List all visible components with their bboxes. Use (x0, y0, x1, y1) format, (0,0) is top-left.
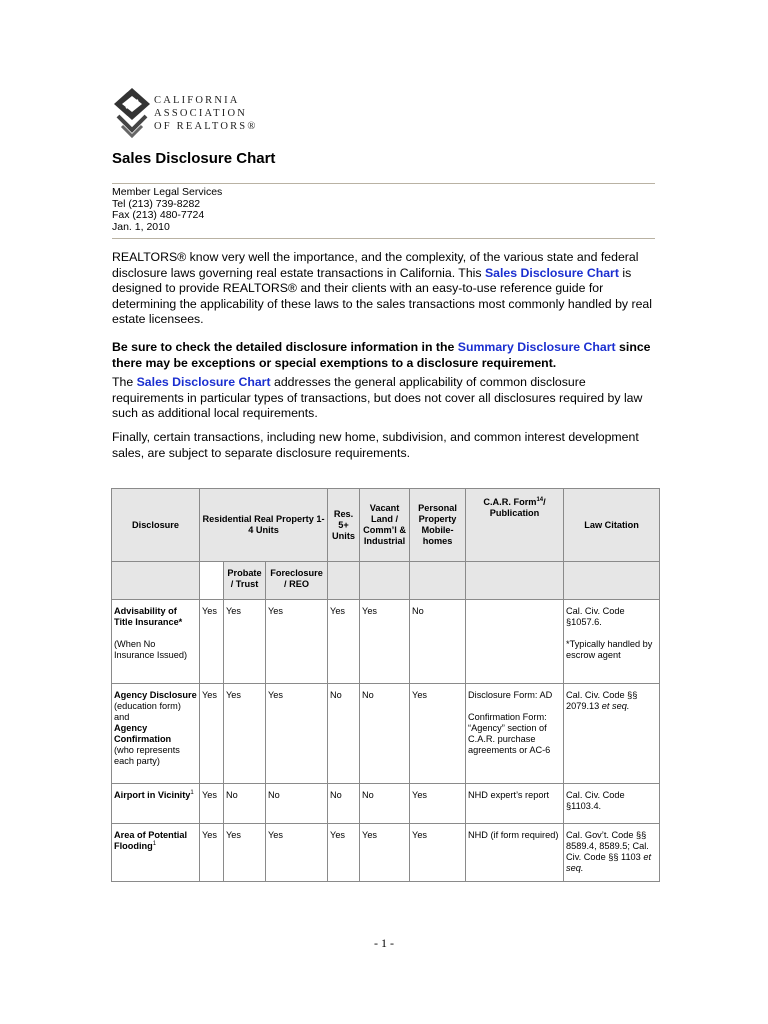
disclosure-cell (112, 684, 200, 784)
law-citation: Cal. Civ. Code §1057.6. (566, 606, 625, 627)
law-citation-italic: et seq. (601, 701, 630, 711)
sales-disclosure-chart-link[interactable]: Sales Disclosure Chart (136, 375, 271, 389)
col-header-res5: Res. 5+ Units (328, 489, 360, 562)
law-citation: Cal. Gov’t. Code §§ 8589.4, 8589.5; Cal. Civ. Code §§ 1103 (566, 830, 649, 862)
contact-divider (112, 238, 655, 239)
cell-car-form: NHD (if form required) (466, 824, 564, 882)
page-title: Sales Disclosure Chart (112, 150, 276, 167)
disclosure-table (111, 488, 660, 882)
disclosure-cell (112, 600, 200, 684)
footnote-ref: 1 (152, 840, 157, 847)
table-subheader-row (112, 562, 660, 600)
car-logo-icon (112, 86, 152, 140)
intro-text: Be sure to check the detailed disclosure information in the (112, 340, 458, 354)
cell-probate: Yes (224, 600, 266, 684)
disclosure-name: Advisability of Title Insurance* (114, 606, 183, 627)
sales-disclosure-chart-link[interactable]: Sales Disclosure Chart (484, 265, 619, 280)
subheader-empty (328, 562, 360, 600)
cell-foreclosure: Yes (266, 600, 328, 684)
contact-line: Fax (213) 480-7724 (112, 209, 205, 222)
cell-foreclosure: Yes (266, 824, 328, 882)
disclosure-name: Airport in Vicinity (114, 790, 191, 800)
disclosure-cell (112, 824, 200, 882)
car-form-ref: Disclosure Form: AD (468, 690, 553, 700)
cell-residential: Yes (200, 684, 224, 784)
cell-vacant: No (360, 684, 410, 784)
cell-law: Cal. Civ. Code §1103.4. (564, 784, 660, 824)
contact-line: Jan. 1, 2010 (112, 220, 170, 233)
law-note: *Typically handled by escrow agent (566, 639, 653, 660)
table-row (112, 784, 660, 824)
disclosure-name: Agency Disclosure (114, 690, 197, 700)
logo-line: CALIFORNIA (154, 95, 240, 106)
logo-line: OF REALTORS® (154, 121, 258, 132)
contact-block (112, 187, 222, 233)
cell-probate: No (224, 784, 266, 824)
col-header-probate: Probate / Trust (224, 562, 266, 600)
footnote-ref: 14 (536, 496, 544, 503)
contact-line: Tel (213) 739-8282 (112, 197, 201, 210)
cell-law (564, 824, 660, 882)
cell-vacant: Yes (360, 824, 410, 882)
intro-paragraph-3 (112, 375, 660, 422)
cell-personal: Yes (410, 684, 466, 784)
law-citation-italic: et seq. (566, 852, 651, 873)
car-logo (112, 86, 272, 142)
table-header-row (112, 489, 660, 562)
cell-personal: Yes (410, 784, 466, 824)
subheader-empty (200, 562, 224, 600)
intro-text: is designed to provide REALTORS® and their clients with an easy-to-use reference guide for determining the applicability of these laws to the sales transactions most commonly handled by real estate licensees. (112, 265, 652, 327)
subheader-empty (410, 562, 466, 600)
contact-line: Member Legal Services (112, 186, 223, 198)
page-number: - 1 - (374, 936, 394, 950)
disclosure-note: (When No Insurance Issued) (114, 639, 188, 660)
header-divider (112, 183, 655, 184)
table-row (112, 684, 660, 784)
logo-line: ASSOCIATION (154, 108, 248, 119)
cell-res5: Yes (328, 824, 360, 882)
logo-wordmark (154, 94, 258, 133)
subheader-empty (360, 562, 410, 600)
car-form-label: C.A.R. Form (483, 497, 537, 507)
cell-residential: Yes (200, 824, 224, 882)
cell-vacant: Yes (360, 600, 410, 684)
subheader-empty (564, 562, 660, 600)
col-header-foreclosure: Foreclosure / REO (266, 562, 328, 600)
intro-text: REALTORS® know very well the importance, and the complexity, of the various state and federal disclosure laws governing real estate transactions in California. This (112, 250, 639, 280)
cell-res5: Yes (328, 600, 360, 684)
cell-probate: Yes (224, 824, 266, 882)
cell-residential: Yes (200, 600, 224, 684)
col-header-personal: Personal Property Mobile-homes (410, 489, 466, 562)
cell-vacant: No (360, 784, 410, 824)
subheader-empty (466, 562, 564, 600)
intro-text: The (112, 375, 137, 389)
cell-car-form: NHD expert’s report (466, 784, 564, 824)
disclosure-cell (112, 784, 200, 824)
cell-probate: Yes (224, 684, 266, 784)
intro-paragraph-1 (112, 250, 660, 328)
car-form-ref: Confirmation Form: “Agency” section of C.A.R. purchase agreements or AC-6 (468, 712, 551, 755)
col-header-disclosure: Disclosure (112, 489, 200, 562)
intro-paragraph-2 (112, 340, 660, 371)
table-row (112, 824, 660, 882)
disclosure-name: Area of Potential Flooding (114, 830, 188, 851)
law-citation: Cal. Civ. Code §§ 2079.13 (566, 690, 638, 711)
cell-foreclosure: Yes (266, 684, 328, 784)
intro-text: since there may be exceptions or special exemptions to a disclosure requirement. (112, 340, 651, 370)
disclosure-name: Agency Confirmation (114, 723, 172, 744)
cell-residential: Yes (200, 784, 224, 824)
cell-car-form (466, 600, 564, 684)
subheader-empty (112, 562, 200, 600)
cell-foreclosure: No (266, 784, 328, 824)
cell-car-form (466, 684, 564, 784)
col-header-residential: Residential Real Property 1-4 Units (200, 489, 328, 562)
intro-paragraph-4: Finally, certain transactions, including new home, subdivision, and common interest development sales, are subject to separate disclosure requirements. (112, 430, 639, 460)
table-row (112, 600, 660, 684)
footnote-ref: 1 (190, 789, 194, 796)
summary-disclosure-chart-link[interactable]: Summary Disclosure Chart (457, 340, 616, 354)
disclosure-note: (education form) and (114, 701, 181, 722)
cell-res5: No (328, 784, 360, 824)
cell-law (564, 600, 660, 684)
cell-law (564, 684, 660, 784)
intro-text: addresses the general applicability of common disclosure requirements in particular types of transactions, but does not cover all disclosures required by law such as additional local requirements. (112, 375, 643, 421)
cell-personal: Yes (410, 824, 466, 882)
car-form-label: / Publication (489, 497, 546, 518)
cell-personal: No (410, 600, 466, 684)
col-header-vacant: Vacant Land / Comm’l & Industrial (360, 489, 410, 562)
disclosure-note: (who represents each party) (114, 745, 180, 766)
col-header-car-form (466, 489, 564, 562)
col-header-law: Law Citation (564, 489, 660, 562)
cell-res5: No (328, 684, 360, 784)
